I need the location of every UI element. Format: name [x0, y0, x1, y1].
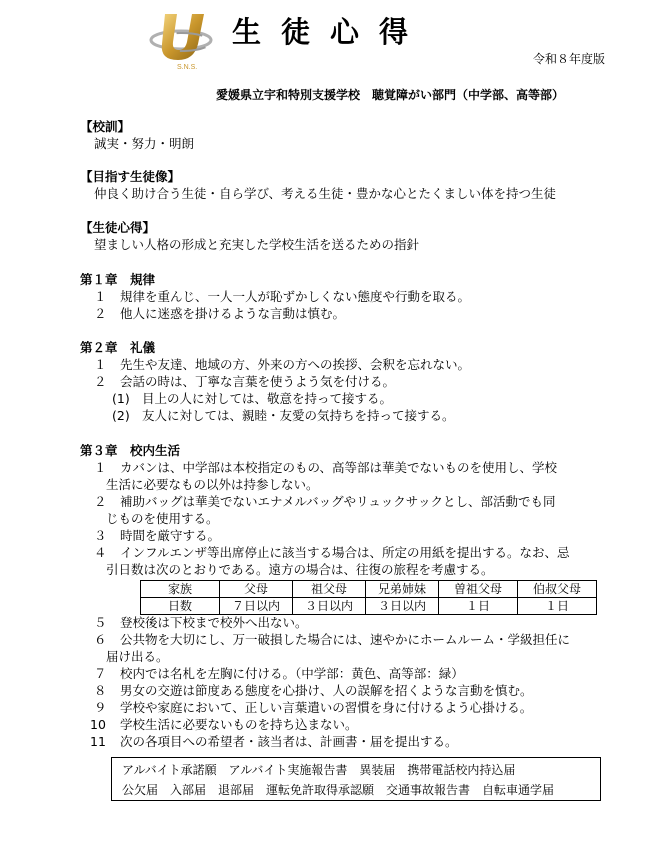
school-logo	[147, 12, 215, 70]
table-cell: 曽祖父母	[439, 581, 518, 598]
page-title: 生徒心得	[232, 15, 429, 49]
list-item: １ 規律を重んじ、一人一人が恥ずかしくない態度や行動を取る。	[94, 289, 471, 304]
svg-text:S.N.S.: S.N.S.	[177, 64, 198, 70]
table-cell: １日	[518, 598, 597, 615]
chapter-3-heading: 第３章 校内生活	[80, 443, 181, 458]
ideal-heading: 【目指す生徒像】	[80, 169, 181, 184]
motto-heading: 【校訓】	[80, 119, 131, 134]
list-item: ２ 補助バッグは華美でないエナメルバッグやリュックサックとし、部活動でも同	[94, 494, 556, 509]
table-cell: ７日以内	[220, 598, 293, 615]
list-item: １ 先生や友達、地域の方、外来の方への挨拶、会釈を忘れない。	[94, 357, 471, 372]
guide-heading: 【生徒心得】	[80, 220, 156, 235]
list-item: ９ 学校や家庭において、正しい言葉遣いの習慣を身に付けるよう心掛ける。	[94, 700, 533, 715]
table-cell: 兄弟姉妹	[366, 581, 439, 598]
list-item: １ カバンは、中学部は本校指定のもの、高等部は華美でないものを使用し、学校	[94, 460, 558, 475]
school-name: 愛媛県立宇和特別支援学校 聴覚障がい部門（中学部、高等部）	[216, 88, 565, 102]
forms-row-1: アルバイト承諾願 アルバイト実施報告書 異装届 携帯電話校内持込届	[122, 763, 516, 777]
chapter-3	[80, 442, 570, 578]
forms-row-2: 公欠届 入部届 退部届 運転免許取得承認願 交通事故報告書 自転車通学届	[122, 783, 555, 797]
table-cell: ３日以内	[366, 598, 439, 615]
edition-label: 令和８年度版	[532, 52, 605, 66]
sub-item: (1) 目上の人に対しては、敬意を持って接する。	[112, 391, 393, 406]
motto-section	[80, 118, 194, 152]
list-item: 10 学校生活に必要ないものを持ち込まない。	[90, 717, 358, 732]
list-item: 11 次の各項目への希望者・該当者は、計画書・届を提出する。	[90, 734, 458, 749]
list-item-continuation: 引日数は次のとおりである。遠方の場合は、往復の旅程を考慮する。	[106, 562, 494, 577]
table-cell: １日	[439, 598, 518, 615]
table-cell: 父母	[220, 581, 293, 598]
bereavement-days-table	[140, 580, 597, 615]
table-row	[141, 581, 597, 598]
list-item-continuation: じものを使用する。	[106, 511, 219, 526]
guide-text: 望ましい人格の形成と充実した学校生活を送るための指針	[94, 237, 420, 252]
table-cell: 日数	[141, 598, 220, 615]
chapter-1	[80, 271, 470, 322]
list-item: ５ 登校後は下校まで校外へ出ない。	[94, 615, 308, 630]
ideal-section	[80, 168, 556, 202]
table-cell: 祖父母	[293, 581, 366, 598]
list-item: ２ 他人に迷惑を掛けるような言動は慎む。	[94, 306, 346, 321]
sub-item: (2) 友人に対しては、親睦・友愛の気持ちを持って接する。	[112, 408, 455, 423]
guide-section	[80, 219, 419, 253]
chapter-3-continued	[80, 614, 570, 750]
chapter-2-heading: 第２章 礼儀	[80, 340, 156, 355]
list-item-continuation: 生活に必要なもの以外は持参しない。	[106, 477, 319, 492]
chapter-2	[80, 339, 470, 424]
motto-text: 誠実・努力・明朗	[94, 136, 195, 151]
forms-list-box	[111, 757, 601, 801]
list-item: ７ 校内では名札を左胸に付ける。（中学部：黄色、高等部：緑）	[94, 666, 464, 681]
table-cell: ３日以内	[293, 598, 366, 615]
list-item: ３ 時間を厳守する。	[94, 528, 221, 543]
list-item: ８ 男女の交遊は節度ある態度を心掛け、人の誤解を招くような言動を慎む。	[94, 683, 533, 698]
list-item: ６ 公共物を大切にし、万一破損した場合には、速やかにホームルーム・学級担任に	[94, 632, 571, 647]
ideal-text: 仲良く助け合う生徒・自ら学び、考える生徒・豊かな心とたくましい体を持つ生徒	[94, 186, 557, 201]
list-item-continuation: 届け出る。	[106, 649, 169, 664]
chapter-1-heading: 第１章 規律	[80, 272, 156, 287]
list-item: ２ 会話の時は、丁寧な言葉を使うよう気を付ける。	[94, 374, 396, 389]
table-row	[141, 598, 597, 615]
list-item: ４ インフルエンザ等出席停止に該当する場合は、所定の用紙を提出する。なお、忌	[94, 545, 570, 560]
table-cell: 伯叔父母	[518, 581, 597, 598]
table-cell: 家族	[141, 581, 220, 598]
